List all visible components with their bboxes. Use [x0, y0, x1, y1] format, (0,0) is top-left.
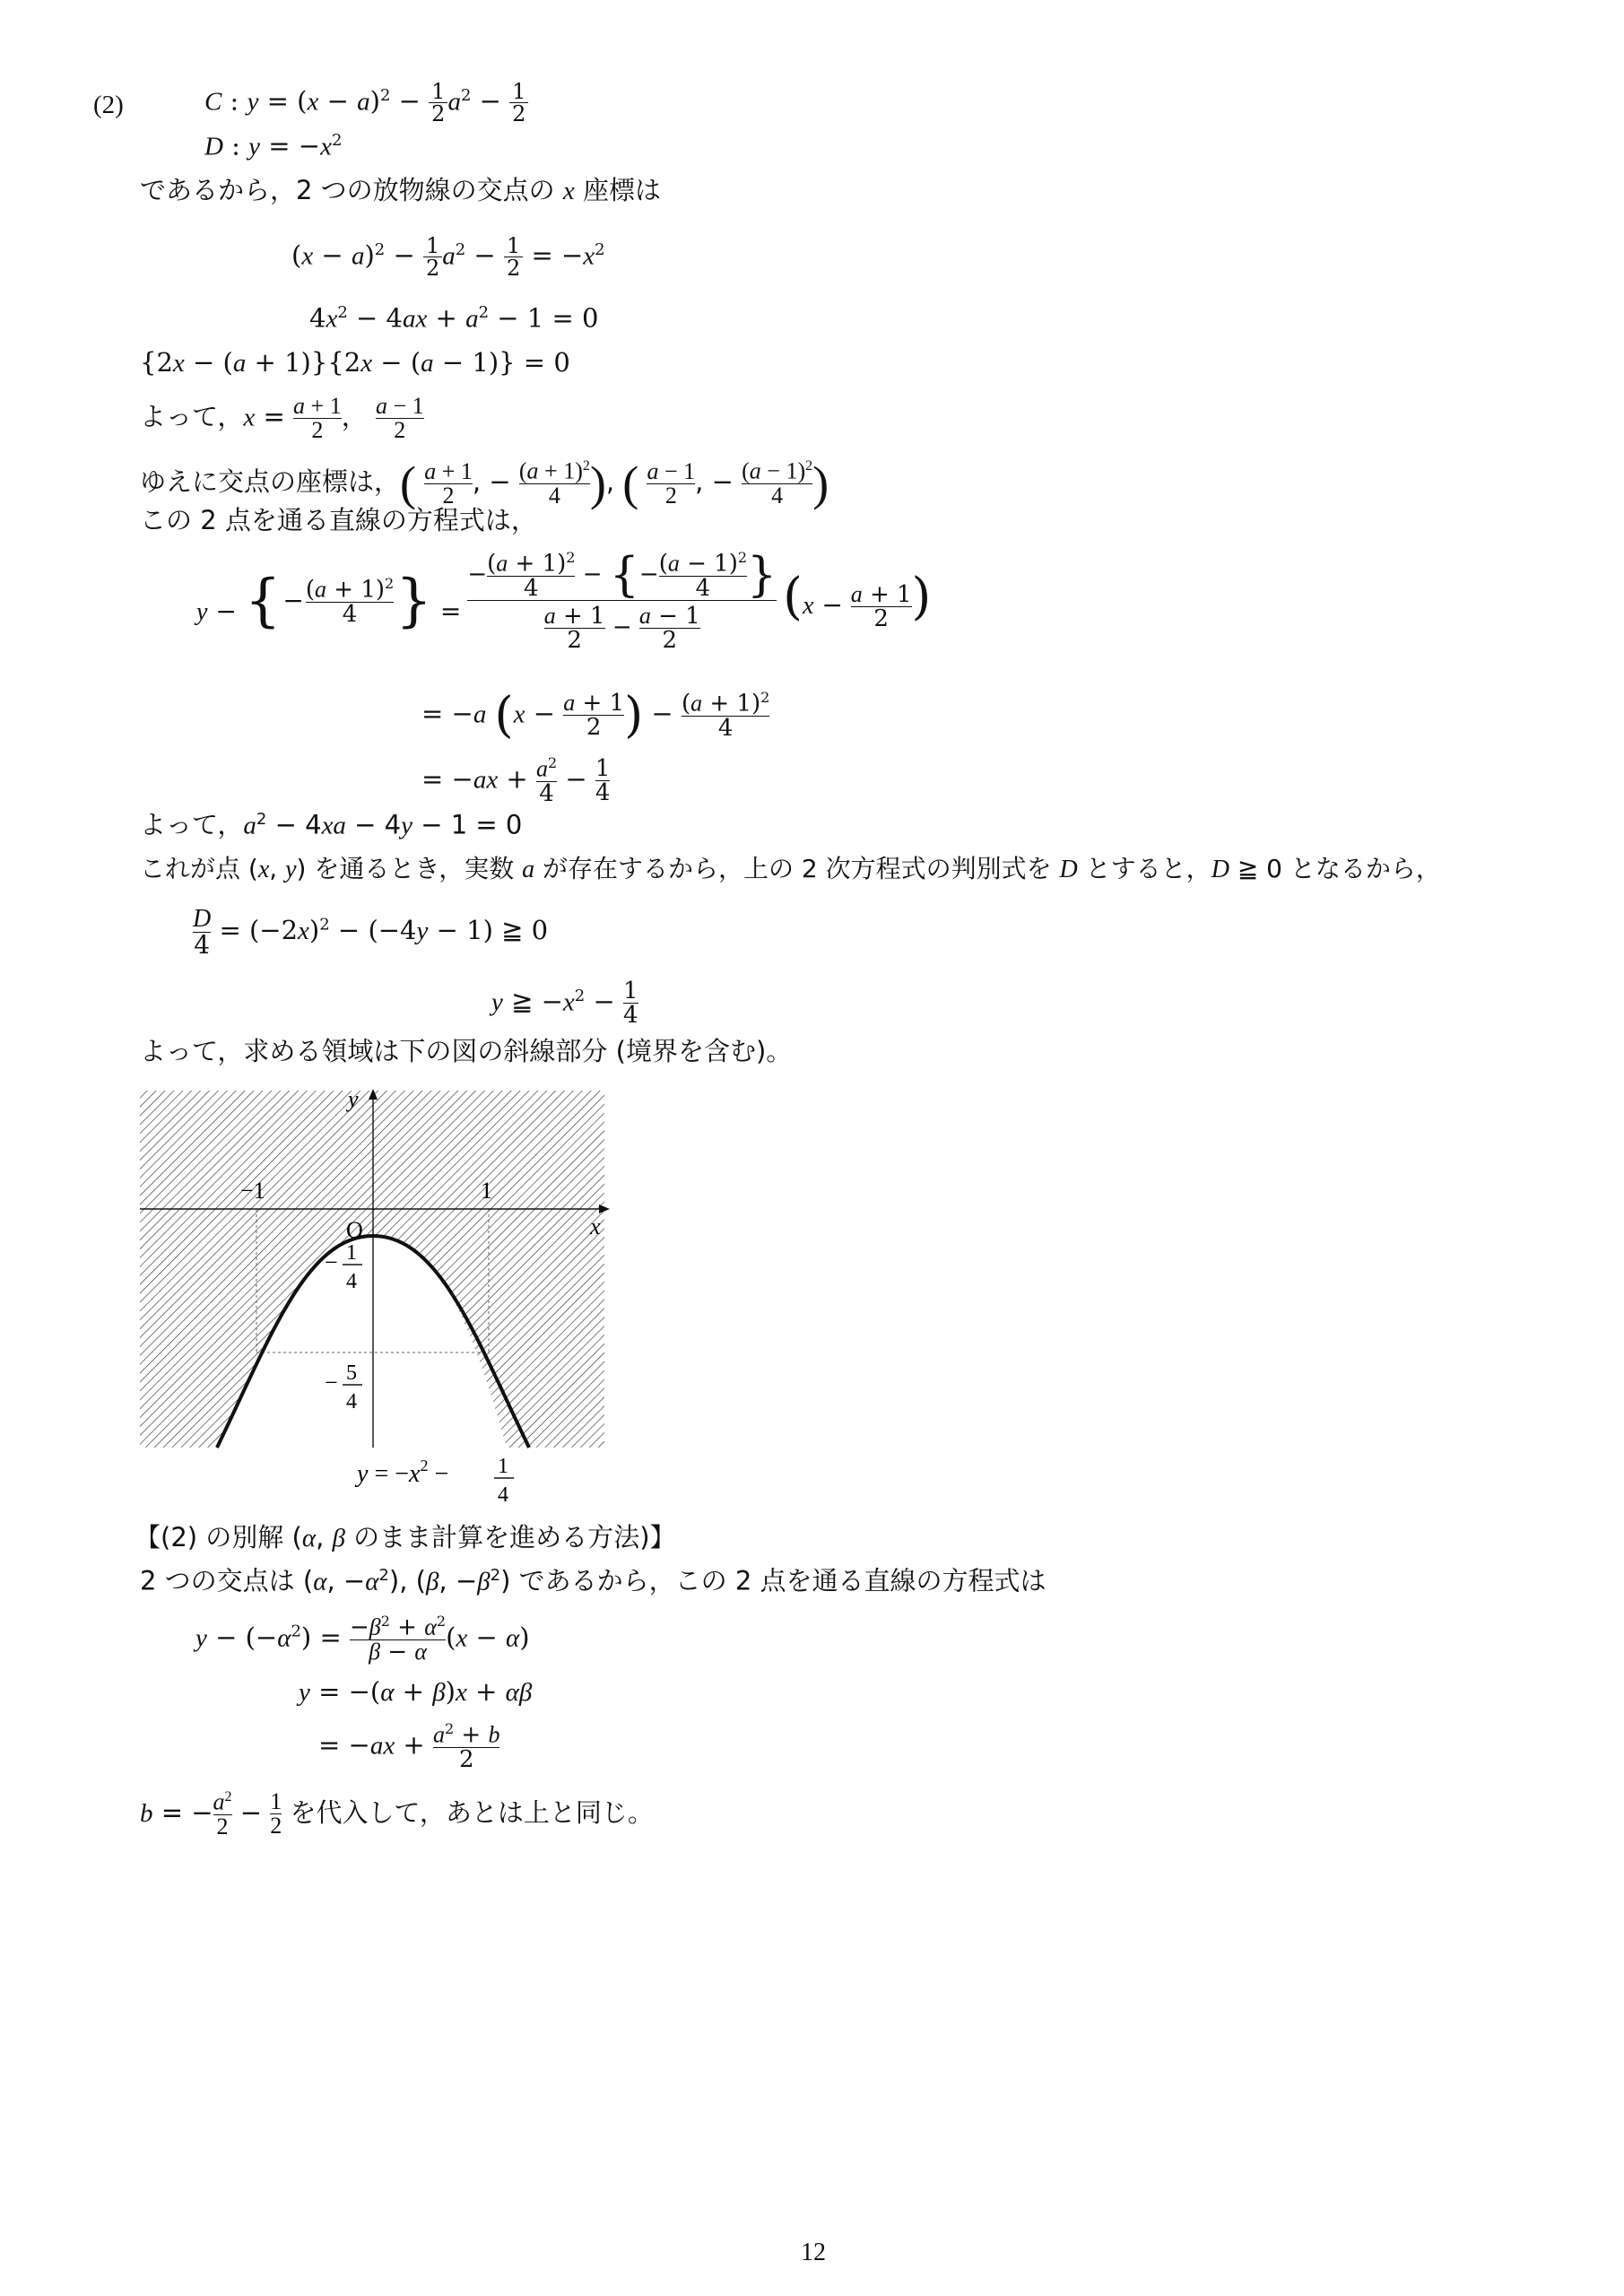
step5-text: ゆえに交点の座標は，( a + 1 2 , − $(a + 1)^2$ 4 ), ( a − 1 2 , − $(a - 1)^2$ 4 ) — [140, 457, 829, 510]
alt-eq3: = $-ax + a^2 + b$ 2 — [318, 1720, 500, 1773]
step8-text: これが点 (x, y) を通るとき，実数 a が存在するから，上の 2 次方程式の判別式を D とすると，D ≧ 0 となるから， — [140, 854, 1441, 883]
step3-eq: {2x − (a + 1)}{2x − (a − 1)} = 0 — [140, 347, 570, 378]
origin-label: O — [346, 1217, 363, 1243]
line-eq2: = −a (x − a + 1 2 ) − $(a + 1)^2$ 4 — [421, 686, 770, 744]
svg-text:5: 5 — [346, 1361, 357, 1385]
line-eq1: y − { − $(a + 1)^2$ 4 } = $-(a + 1)^2$ 4 − {$-(a - 1)^2$ 4 } a + 1 2 − a − 1 2 (x − a + 1 2 ) — [196, 548, 932, 654]
alt-final: $b = -a^2$ 2 − 1 2 を代入して，あとは上と同じ。 — [140, 1788, 654, 1839]
tick-neg1: −1 — [240, 1178, 265, 1204]
tick-pos1: 1 — [481, 1178, 492, 1204]
svg-text:y = −x2 −: $y = -x^2$ − — [357, 1457, 449, 1488]
line-eq3: = $-ax + a^2$ 4 − 1 4 — [421, 754, 611, 807]
tick-minus-quarter — [325, 1241, 362, 1293]
alt-eq2: y = −(α + β)x + αβ — [299, 1676, 533, 1707]
curve-label — [354, 1455, 514, 1507]
svg-text:−: − — [325, 1370, 338, 1396]
alt-heading: 【(2) の別解 (α, β のまま計算を進める方法)】 — [135, 1522, 676, 1552]
equation-D: D : $y = -x^2$ — [204, 130, 343, 161]
step4-eq: よって，x = a + 1 2 ， a − 1 2 — [140, 393, 424, 443]
page-number: 12 — [801, 2239, 826, 2266]
svg-text:4: 4 — [498, 1483, 508, 1507]
step7-text: よって，$a^2 - 4xa - 4y - 1 = 0$ — [140, 809, 523, 840]
disc-eq: $\frac{D}{4}$ = $(-2x)^2 - (-4y - 1)$ ≧ 0 — [193, 905, 549, 960]
step6-text: この 2 点を通る直線の方程式は， — [140, 505, 537, 535]
svg-text:4: 4 — [346, 1270, 357, 1293]
tick-minus-five-quarters — [325, 1361, 362, 1413]
equation-C: C : $y = (x - a)^2 - 1$ 2 $a^2 - 1$ 2 — [204, 81, 528, 125]
conclusion-text: よって，求める領域は下の図の斜線部分 (境界を含む)。 — [140, 1036, 793, 1066]
x-axis-label: x — [590, 1213, 601, 1239]
alt-intro: 2 つの交点は (α, $-\alpha^2$), (β, $-\beta^2$) であるから，この 2 点を通る直線の方程式は — [140, 1565, 1046, 1596]
region-graph — [135, 1085, 619, 1516]
step2-eq: $4x^2 - 4ax + a^2 - 1 = 0$ — [309, 302, 599, 334]
alt-eq1: $y - (-\alpha^2) = -\beta^2 + \alpha^2$ β − α (x − α) — [195, 1613, 530, 1665]
svg-text:−: − — [325, 1249, 338, 1275]
y-axis-label: y — [348, 1086, 359, 1112]
svg-text:1: 1 — [346, 1241, 357, 1265]
step1-eq: $(x - a)^2 - 1$ 2 $a^2 - 1$ 2 = $-x^2$ — [291, 233, 605, 281]
ineq-eq: y ≧ $-x^2 - 1$ 4 — [491, 978, 638, 1029]
svg-text:4: 4 — [346, 1390, 357, 1413]
intro-text: であるから，2 つの放物線の交点の x 座標は — [140, 175, 661, 205]
problem-number: (2) — [93, 91, 124, 119]
shaded-region-fill — [140, 1091, 604, 1448]
svg-text:1: 1 — [498, 1455, 508, 1478]
